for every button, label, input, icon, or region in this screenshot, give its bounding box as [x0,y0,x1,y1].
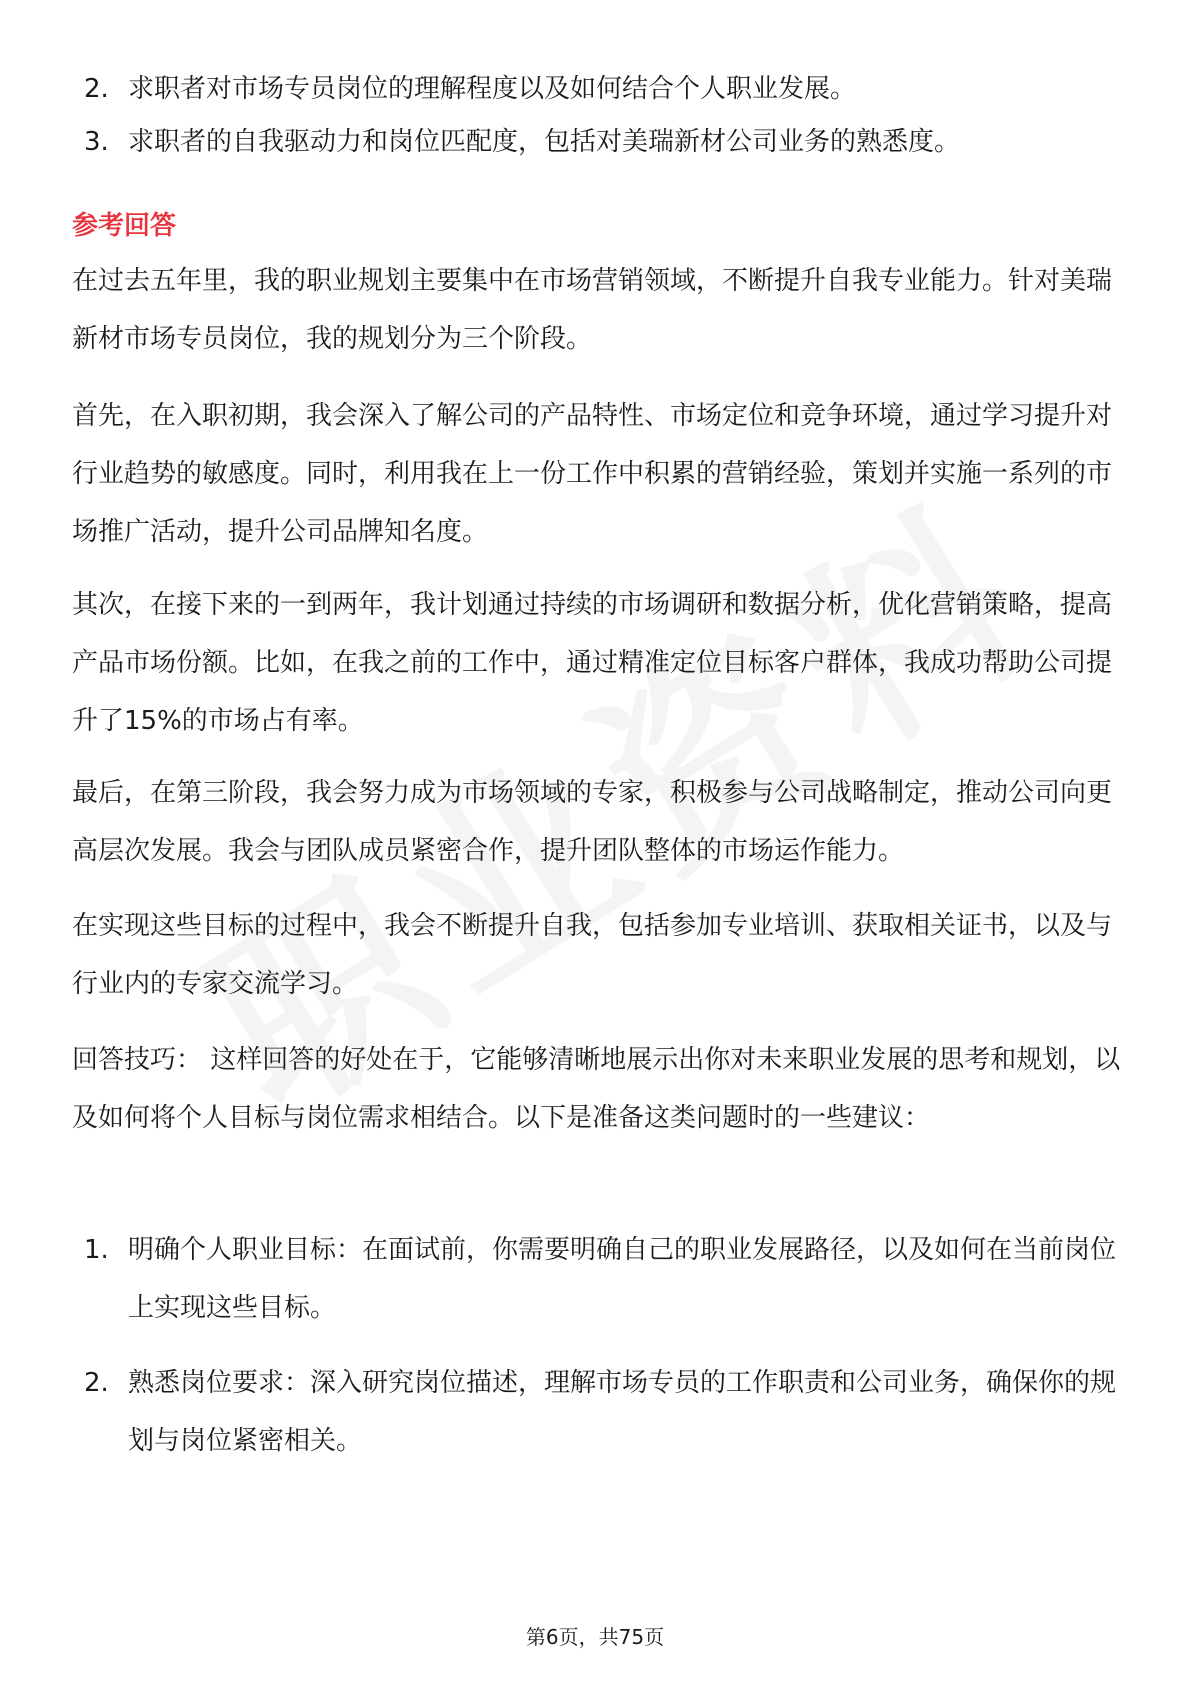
section-heading: 参考回答 [72,211,177,241]
list-text: 明确个人职业目标：在面试前，你需要明确自己的职业发展路径，以及如何在当前岗位上实现这些目标。 [128,1235,1117,1323]
paragraph: 在过去五年里，我的职业规划主要集中在市场营销领域，不断提升自我专业能力。针对美瑞新材市场专员岗位，我的规划分为三个阶段。 [72,266,1113,354]
paragraph: 最后，在第三阶段，我会努力成为市场领域的专家，积极参与公司战略制定，推动公司向更高层次发展。我会与团队成员紧密合作，提升团队整体的市场运作能力。 [72,778,1113,866]
paragraph: 其次，在接下来的一到两年，我计划通过持续的市场调研和数据分析，优化营销策略，提高产品市场份额。比如，在我之前的工作中，通过精准定位目标客户群体，我成功帮助公司提升了15%的市场占有率。 [72,590,1113,736]
list-number: 2. [84,1368,109,1398]
list-item [84,1354,1124,1470]
list-text: 熟悉岗位要求：深入研究岗位描述，理解市场专员的工作职责和公司业务，确保你的规划与岗位紧密相关。 [128,1368,1117,1456]
list-number: 1. [84,1235,109,1265]
page-number-footer: 第6页，共75页 [525,1625,665,1649]
list-item [84,113,1124,171]
list-number: 3. [84,127,109,157]
list-text: 求职者的自我驱动力和岗位匹配度，包括对美瑞新材公司业务的熟悉度。 [128,127,961,157]
paragraph: 在实现这些目标的过程中，我会不断提升自我，包括参加专业培训、获取相关证书，以及与行业内的专家交流学习。 [72,911,1113,999]
paragraph-tips-intro: 回答技巧： 这样回答的好处在于，它能够清晰地展示出你对未来职业发展的思考和规划，以及如何将个人目标与岗位需求相结合。以下是准备这类问题时的一些建议： [72,1045,1121,1133]
list-item [84,60,1124,118]
paragraph: 首先，在入职初期，我会深入了解公司的产品特性、市场定位和竞争环境，通过学习提升对行业趋势的敏感度。同时，利用我在上一份工作中积累的营销经验，策划并实施一系列的市场推广活动，提升公司品牌知名度。 [72,401,1113,547]
list-text: 求职者对市场专员岗位的理解程度以及如何结合个人职业发展。 [128,74,857,104]
list-item [84,1221,1124,1337]
list-number: 2. [84,74,109,104]
